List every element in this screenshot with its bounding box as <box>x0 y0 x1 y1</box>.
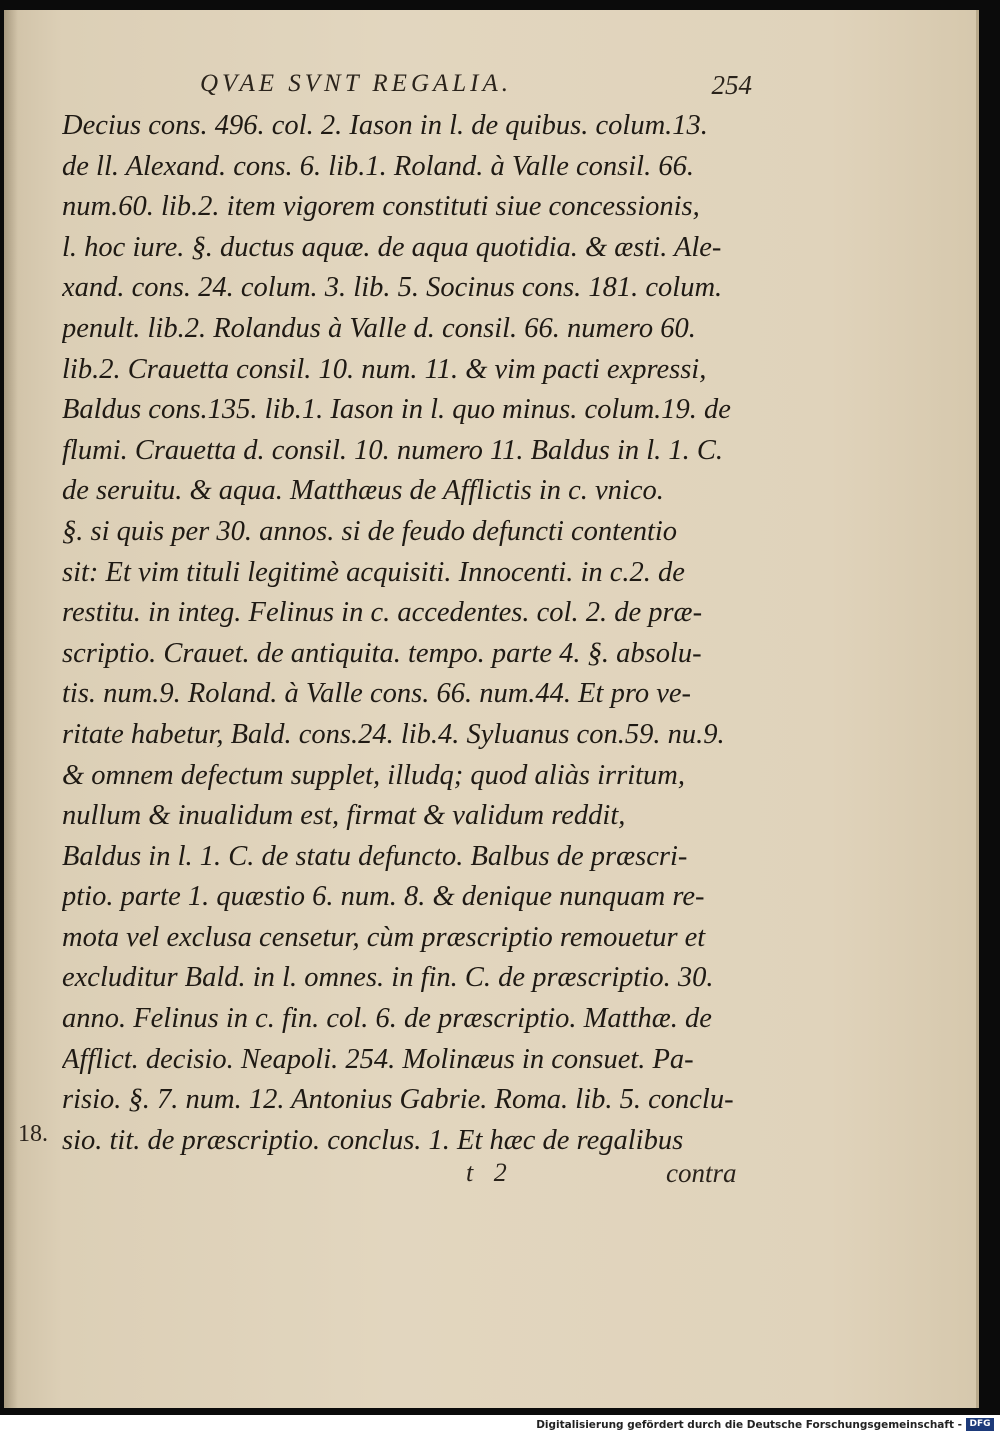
text-line: §. si quis per 30. annos. si de feudo defuncti contentio <box>62 515 678 547</box>
text-line: excluditur Bald. in l. omnes. in fin. C. de præscriptio. 30. <box>62 962 714 994</box>
text-line: scriptio. Crauet. de antiquita. tempo. parte 4. §. absolu- <box>62 637 702 669</box>
running-head <box>200 70 760 104</box>
text-line: l. hoc iure. §. ductus aquæ. de aqua quotidia. & æsti. Ale- <box>62 231 722 263</box>
text-line: num.60. lib.2. item vigorem constituti siue concessionis, <box>62 191 700 223</box>
text-line: Baldus cons.135. lib.1. Iason in l. quo minus. colum.19. de <box>62 394 731 426</box>
dfg-logo-icon: DFG <box>966 1418 994 1431</box>
margin-note: 18. <box>18 1121 48 1147</box>
text-line: flumi. Crauetta d. consil. 10. numero 11. Baldus in l. 1. C. <box>62 434 724 466</box>
text-line: risio. §. 7. num. 12. Antonius Gabrie. Roma. lib. 5. conclu- <box>62 1084 734 1116</box>
text-line: sit: Et vim tituli legitimè acquisiti. Innocenti. in c.2. de <box>62 556 685 588</box>
text-line: de ll. Alexand. cons. 6. lib.1. Roland. à Valle consil. 66. <box>62 150 694 182</box>
text-line: tis. num.9. Roland. à Valle cons. 66. num.44. Et pro ve- <box>62 678 692 710</box>
text-line: sio. tit. de præscriptio. conclus. 1. Et hæc de regalibus <box>62 1124 684 1156</box>
footer-credit: Digitalisierung gefördert durch die Deutsche Forschungsgemeinschaft - <box>536 1419 962 1431</box>
text-line: de seruitu. & aqua. Matthæus de Afflictis in c. vnico. <box>62 475 664 507</box>
signature-mark: t 2 <box>466 1158 507 1187</box>
catchword: contra <box>666 1158 737 1188</box>
page-number: 254 <box>711 70 752 100</box>
footer-bar <box>0 1415 1000 1435</box>
text-line: xand. cons. 24. colum. 3. lib. 5. Socinus cons. 181. colum. <box>62 272 723 304</box>
text-line: Afflict. decisio. Neapoli. 254. Molinæus in consuet. Pa- <box>62 1043 694 1075</box>
text-line: Baldus in l. 1. C. de statu defuncto. Balbus de præscri- <box>62 840 688 872</box>
text-line: penult. lib.2. Rolandus à Valle d. consil. 66. numero 60. <box>62 312 696 344</box>
text-line: nullum & inualidum est, firmat & validum reddit, <box>62 800 626 832</box>
text-line: restitu. in integ. Felinus in c. accedentes. col. 2. de præ- <box>62 597 703 629</box>
text-line: & omnem defectum supplet, illudq; quod aliàs irritum, <box>62 759 685 791</box>
body-text <box>62 106 752 1161</box>
text-line: lib.2. Crauetta consil. 10. num. 11. & vim pacti expressi, <box>62 353 707 385</box>
running-title: QVAE SVNT REGALIA. <box>200 70 513 97</box>
text-line: anno. Felinus in c. fin. col. 6. de præscriptio. Matthæ. de <box>62 1003 712 1035</box>
text-line: ptio. parte 1. quæstio 6. num. 8. & denique nunquam re- <box>62 881 705 913</box>
text-line: ritate habetur, Bald. cons.24. lib.4. Syluanus con.59. nu.9. <box>62 718 725 750</box>
text-line: mota vel exclusa censetur, cùm præscriptio remouetur et <box>62 921 706 953</box>
text-line: Decius cons. 496. col. 2. Iason in l. de quibus. colum.13. <box>62 110 708 141</box>
